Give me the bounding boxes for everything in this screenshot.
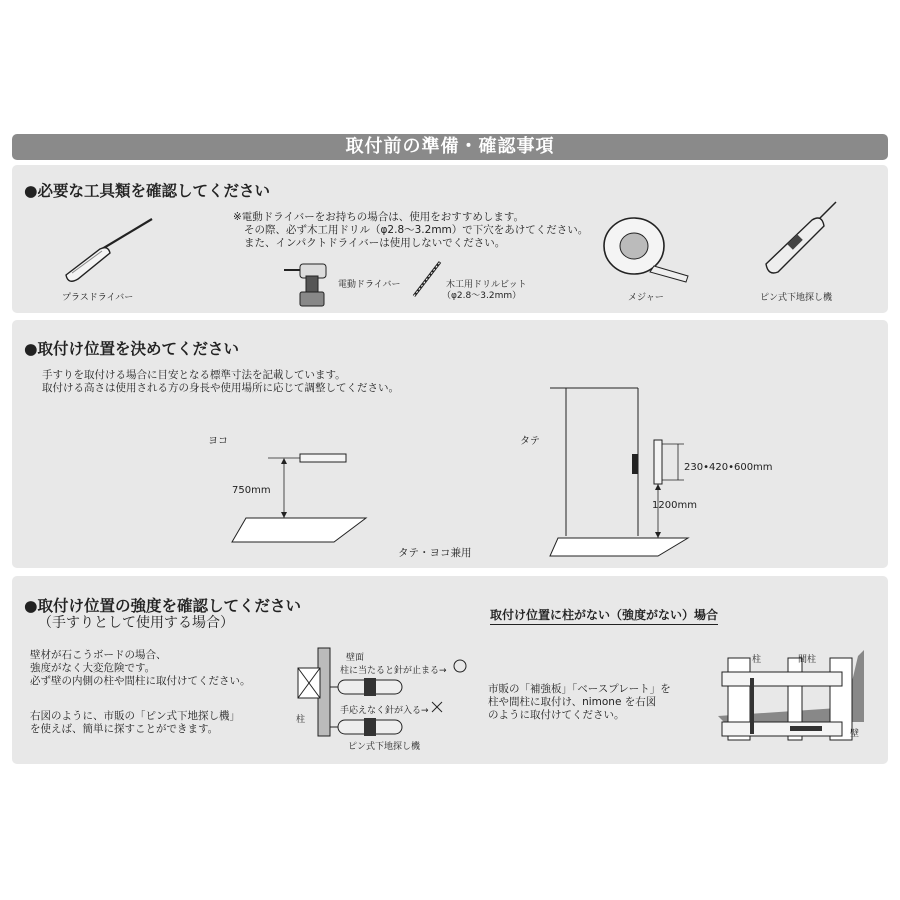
no-resist-label: 手応えなく針が入る→ (340, 706, 429, 716)
finder-label: ピン式下地探し機 (348, 742, 421, 752)
tate-label: タテ (520, 436, 540, 447)
pin-finder-label: ピン式下地探し機 (760, 293, 833, 303)
pin-finder-diagram (292, 644, 472, 744)
hit-pillar-label: 柱に当たると針が止まる→ (340, 666, 447, 676)
drill-bit-label-1: 木工用ドリルビット (446, 280, 527, 290)
drill-bit-label-2: （φ2.8～3.2mm） (442, 291, 522, 301)
position-desc-2: 取付ける高さは使用される方の身長や使用場所に応じて調整してください。 (42, 382, 399, 394)
strength-left-3: 必ず壁の内側の柱や間柱に取付けてください。 (30, 675, 251, 687)
yoko-label: ヨコ (208, 436, 228, 447)
wall-label: 壁 (850, 729, 860, 739)
drill-bit-icon (410, 258, 446, 300)
tools-note-1: ※電動ドライバーをお持ちの場合は、使用をおすすめします。 (233, 211, 525, 223)
yoko-diagram (228, 450, 378, 546)
stud-label: 間柱 (798, 655, 817, 665)
no-pillar-desc-1: 市販の「補強板」「ベースプレート」を (488, 683, 671, 695)
strength-left-5: を使えば、簡単に探すことができます。 (30, 723, 219, 735)
page-title: 取付前の準備・確認事項 (12, 134, 888, 160)
measure-label: メジャー (628, 293, 664, 303)
strength-subheading: （手すりとして使用する場合） (38, 615, 234, 631)
strength-heading: ●取付け位置の強度を確認してください (24, 597, 302, 615)
pillar-label: 柱 (296, 715, 306, 725)
no-pillar-title: 取付け位置に柱がない（強度がない）場合 (490, 609, 718, 625)
electric-driver-label: 電動ドライバー (338, 280, 401, 290)
no-pillar-desc-3: のように取付けてください。 (488, 709, 625, 721)
strength-left-2: 強度がなく大変危険です。 (30, 662, 156, 674)
strength-left-4: 右図のように、市販の「ピン式下地探し機」 (30, 710, 240, 722)
reinforcement-diagram (718, 650, 868, 750)
common-label: タテ・ヨコ兼用 (398, 547, 472, 559)
tate-length: 230•420•600mm (684, 462, 773, 473)
tools-note-2: その際、必ず木工用ドリル（φ2.8～3.2mm）で下穴をあけてください。 (244, 224, 589, 236)
right-pillar-label: 柱 (752, 655, 762, 665)
position-desc-1: 手すりを取付ける場合に目安となる標準寸法を記載しています。 (42, 369, 346, 381)
yoko-height: 750mm (232, 485, 271, 496)
plus-driver-icon (60, 215, 160, 285)
measure-icon (600, 210, 692, 286)
no-pillar-desc-2: 柱や間柱に取付け、nimone を右図 (488, 696, 657, 708)
position-heading: ●取付け位置を決めてください (24, 340, 240, 358)
strength-left-1: 壁材が石こうボードの場合、 (30, 649, 167, 661)
tate-height: 1200mm (652, 500, 697, 511)
tools-heading: ●必要な工具類を確認してください (24, 182, 271, 200)
wall-surface-label: 壁面 (346, 653, 365, 663)
electric-driver-icon (282, 258, 338, 310)
plus-driver-label: プラスドライバー (62, 293, 134, 303)
pin-finder-icon (760, 198, 840, 278)
tools-note-3: また、インパクトドライバーは使用しないでください。 (244, 237, 506, 249)
